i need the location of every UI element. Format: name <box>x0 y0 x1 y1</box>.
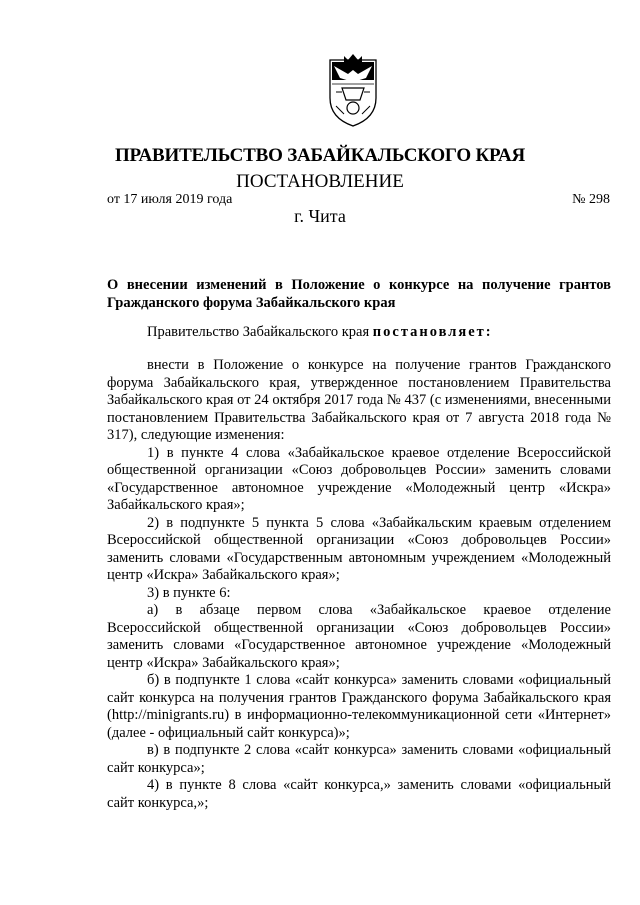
government-title: ПРАВИТЕЛЬСТВО ЗАБАЙКАЛЬСКОГО КРАЯ <box>114 145 526 166</box>
document-type: ПОСТАНОВЛЕНИЕ <box>236 171 404 192</box>
coat-of-arms-icon <box>322 52 384 128</box>
preamble-text: Правительство Забайкальского края <box>147 324 373 340</box>
body-paragraph: 3) в пункте 6: <box>147 584 231 601</box>
document-number: № 298 <box>572 192 610 207</box>
document-city: г. Чита <box>294 206 346 226</box>
document-date: от 17 июля 2019 года <box>107 192 233 207</box>
body-paragraph: в) в подпункте 2 слова «сайт конкурса» заменить словами «официальный сайт конкурса»; <box>107 742 611 776</box>
document-subject: О внесении изменений в Положение о конкурсе на получение грантов Гражданского форума Забайкальского края <box>107 277 611 311</box>
preamble-keyword: постановляет: <box>372 324 493 340</box>
body-paragraph: внести в Положение о конкурсе на получение грантов Гражданского форума Забайкальского края, утвержденное постановлением Правительства Забайкальского края от 24 октября 2017 года № 437 (с изменениями, внесенными постановлением Правительства Забайкальского края от 7 августа 2018 года № 317), следующие изменения: <box>107 357 611 443</box>
body-paragraph: б) в подпункте 1 слова «сайт конкурса» заменить словами «официальный сайт конкурса на получения грантов Гражданского форума Забайкальского края (http://minigrants.ru) в информационно-телекоммуникационной сети «Интернет» (далее - официальный сайт конкурса)»; <box>107 672 611 741</box>
body-paragraph: 4) в пункте 8 слова «сайт конкурса,» заменить словами «официальный сайт конкурса,»; <box>107 777 611 811</box>
body-paragraph: 2) в подпункте 5 пункта 5 слова «Забайкальским краевым отделением Всероссийской общественной организации «Союз добровольцев России» заменить словами «Государственным автономным учреждением «Молодежный центр «Искра» Забайкальского края»; <box>107 514 611 583</box>
body-paragraph: 1) в пункте 4 слова «Забайкальское краевое отделение Всероссийской общественной организации «Союз добровольцев России» заменить словами «Государственное автономное учреждение «Молодежный центр «Искра» Забайкальского края»; <box>107 444 611 513</box>
preamble <box>147 324 493 341</box>
document-body <box>107 357 611 812</box>
body-paragraph: а) в абзаце первом слова «Забайкальское краевое отделение Всероссийской общественной организации «Союз добровольцев России» заменить словами «Государственное автономное учреждение «Молодежный центр «Искра» Забайкальского края»; <box>107 602 611 671</box>
